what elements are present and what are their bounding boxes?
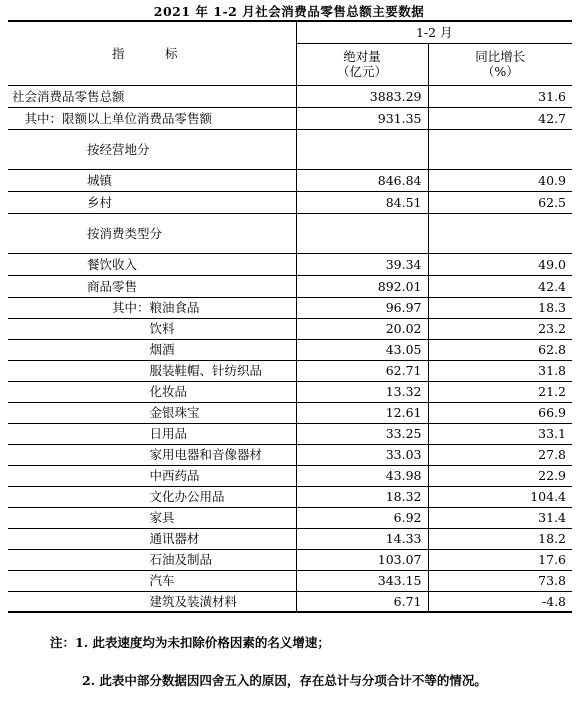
row-yoy-growth: -4.8 <box>428 591 572 612</box>
header-row-period <box>8 21 572 43</box>
row-yoy-growth: 31.4 <box>428 507 572 528</box>
absolute-value-header <box>296 43 428 85</box>
table-row <box>8 444 572 465</box>
row-label: 烟酒 <box>8 339 296 360</box>
table-row <box>8 507 572 528</box>
table-row <box>8 297 572 318</box>
row-yoy-growth: 42.7 <box>428 107 572 129</box>
row-yoy-growth: 42.4 <box>428 275 572 297</box>
row-yoy-growth: 22.9 <box>428 465 572 486</box>
row-absolute-value: 43.05 <box>296 339 428 360</box>
row-yoy-growth: 23.2 <box>428 318 572 339</box>
notes <box>50 632 570 692</box>
yoy-growth-header <box>428 43 572 85</box>
table-row <box>8 570 572 591</box>
table-row <box>8 549 572 570</box>
row-label: 石油及制品 <box>8 549 296 570</box>
row-absolute-value: 39.34 <box>296 253 428 275</box>
row-yoy-growth: 17.6 <box>428 549 572 570</box>
row-absolute-value <box>296 129 428 169</box>
period-header: 1-2 月 <box>296 21 572 43</box>
row-absolute-value: 6.92 <box>296 507 428 528</box>
retail-sales-table <box>8 20 572 613</box>
row-yoy-growth: 18.3 <box>428 297 572 318</box>
row-label: 通讯器材 <box>8 528 296 549</box>
row-label: 文化办公用品 <box>8 486 296 507</box>
row-absolute-value: 892.01 <box>296 275 428 297</box>
row-yoy-growth: 73.8 <box>428 570 572 591</box>
table-row <box>8 381 572 402</box>
row-label: 按经营地分 <box>8 129 296 169</box>
table-row <box>8 528 572 549</box>
table-row <box>8 339 572 360</box>
row-absolute-value: 33.03 <box>296 444 428 465</box>
row-absolute-value: 6.71 <box>296 591 428 612</box>
row-absolute-value: 846.84 <box>296 169 428 191</box>
row-absolute-value <box>296 213 428 253</box>
row-yoy-growth: 31.8 <box>428 360 572 381</box>
row-absolute-value: 43.98 <box>296 465 428 486</box>
table-row <box>8 85 572 107</box>
row-absolute-value: 3883.29 <box>296 85 428 107</box>
row-yoy-growth: 49.0 <box>428 253 572 275</box>
yoy-growth-header-line1: 同比增长 <box>475 49 526 64</box>
row-absolute-value: 13.32 <box>296 381 428 402</box>
row-absolute-value: 84.51 <box>296 191 428 213</box>
row-label: 其中：粮油食品 <box>8 297 296 318</box>
row-yoy-growth: 62.8 <box>428 339 572 360</box>
row-absolute-value: 18.32 <box>296 486 428 507</box>
row-yoy-growth: 104.4 <box>428 486 572 507</box>
row-label: 城镇 <box>8 169 296 191</box>
row-label: 化妆品 <box>8 381 296 402</box>
row-label: 中西药品 <box>8 465 296 486</box>
table-row <box>8 213 572 253</box>
table-row <box>8 191 572 213</box>
row-label: 金银珠宝 <box>8 402 296 423</box>
row-label: 服装鞋帽、针纺织品 <box>8 360 296 381</box>
row-yoy-growth: 33.1 <box>428 423 572 444</box>
yoy-growth-header-unit: （%） <box>481 64 519 79</box>
row-absolute-value: 343.15 <box>296 570 428 591</box>
row-label: 汽车 <box>8 570 296 591</box>
row-absolute-value: 33.25 <box>296 423 428 444</box>
row-label: 家具 <box>8 507 296 528</box>
indicator-header: 指 标 <box>8 21 296 85</box>
row-yoy-growth: 40.9 <box>428 169 572 191</box>
row-label: 日用品 <box>8 423 296 444</box>
table-row <box>8 360 572 381</box>
row-absolute-value: 96.97 <box>296 297 428 318</box>
row-absolute-value: 20.02 <box>296 318 428 339</box>
row-absolute-value: 103.07 <box>296 549 428 570</box>
row-yoy-growth: 27.8 <box>428 444 572 465</box>
row-label: 家用电器和音像器材 <box>8 444 296 465</box>
table-row <box>8 423 572 444</box>
row-label: 按消费类型分 <box>8 213 296 253</box>
row-yoy-growth: 18.2 <box>428 528 572 549</box>
table-row <box>8 275 572 297</box>
row-yoy-growth: 62.5 <box>428 191 572 213</box>
row-absolute-value: 62.71 <box>296 360 428 381</box>
row-absolute-value: 14.33 <box>296 528 428 549</box>
row-yoy-growth: 66.9 <box>428 402 572 423</box>
absolute-value-header-unit: （亿元） <box>336 64 387 79</box>
table-title: 2021 年 1-2 月社会消费品零售总额主要数据 <box>153 4 425 19</box>
note-2: 2. 此表中部分数据因四舍五入的原因，存在总计与分项合计不等的情况。 <box>82 673 487 688</box>
row-label: 建筑及装潢材料 <box>8 591 296 612</box>
row-yoy-growth <box>428 213 572 253</box>
row-label: 餐饮收入 <box>8 253 296 275</box>
row-yoy-growth: 21.2 <box>428 381 572 402</box>
table-row <box>8 402 572 423</box>
row-yoy-growth: 31.6 <box>428 85 572 107</box>
row-label: 商品零售 <box>8 275 296 297</box>
note-1: 注：1. 此表速度均为未扣除价格因素的名义增速； <box>50 635 330 650</box>
row-label: 乡村 <box>8 191 296 213</box>
table-row <box>8 591 572 612</box>
table-row <box>8 169 572 191</box>
row-yoy-growth <box>428 129 572 169</box>
table-row <box>8 318 572 339</box>
row-label: 社会消费品零售总额 <box>8 85 296 107</box>
row-label: 饮料 <box>8 318 296 339</box>
table-row <box>8 107 572 129</box>
table-row <box>8 129 572 169</box>
row-absolute-value: 931.35 <box>296 107 428 129</box>
table-row <box>8 253 572 275</box>
row-label: 其中：限额以上单位消费品零售额 <box>8 107 296 129</box>
row-absolute-value: 12.61 <box>296 402 428 423</box>
table-row <box>8 465 572 486</box>
absolute-value-header-line1: 绝对量 <box>343 49 381 64</box>
table-row <box>8 486 572 507</box>
